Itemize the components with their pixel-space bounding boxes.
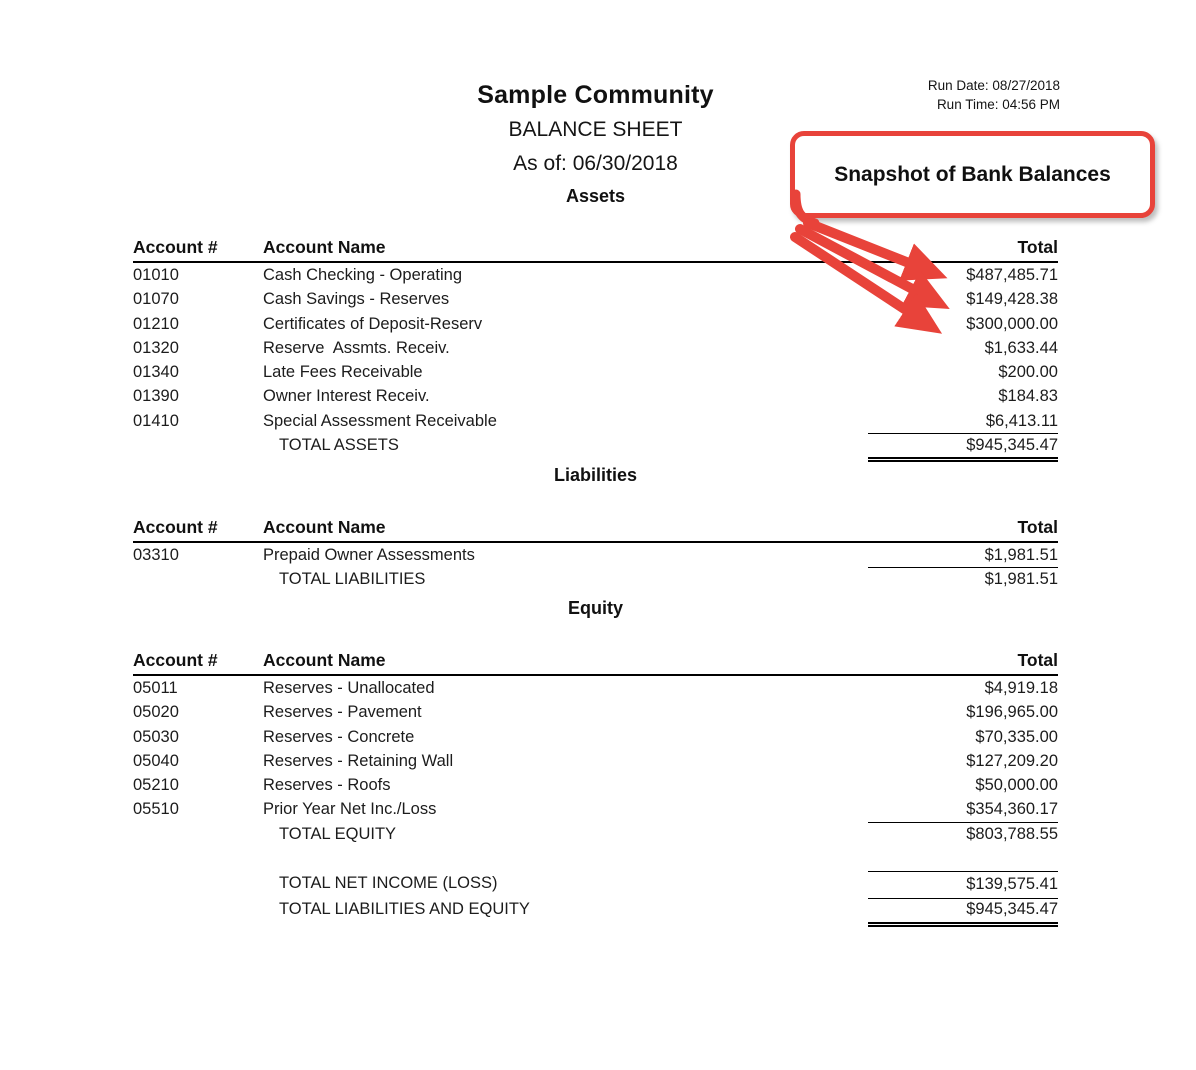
liabilities-table: [133, 517, 1058, 592]
account-name-cell: Reserves - Concrete: [263, 727, 415, 746]
account-total-cell: $127,209.20: [966, 751, 1058, 770]
column-header-account: Account #: [133, 650, 218, 670]
account-name-cell: Reserves - Retaining Wall: [263, 751, 454, 770]
net-income-value: $139,575.41: [868, 871, 1058, 899]
account-number-cell: 01070: [133, 290, 179, 309]
account-name-cell: Cash Savings - Reserves: [263, 290, 450, 309]
column-header-name: Account Name: [263, 237, 386, 257]
run-date: Run Date: 08/27/2018: [927, 78, 1060, 93]
column-header-total: Total: [1017, 237, 1058, 257]
account-number-cell: 05020: [133, 703, 179, 722]
account-total-cell: $354,360.17: [868, 797, 1058, 822]
account-number-cell: 01010: [133, 266, 179, 284]
account-number-cell: 01390: [133, 387, 179, 406]
equity-table: [133, 650, 1058, 846]
account-total-cell: $4,919.18: [984, 679, 1058, 697]
table-row: [133, 287, 1058, 311]
column-header-name: Account Name: [263, 517, 386, 537]
column-header-account: Account #: [133, 517, 218, 537]
account-total-cell: $200.00: [998, 363, 1058, 382]
section-heading-assets: Assets: [565, 186, 626, 206]
account-number-cell: 01410: [133, 411, 179, 430]
as-of-date: As of: 06/30/2018: [513, 152, 678, 175]
account-total-cell: $6,413.11: [868, 409, 1058, 434]
column-header-account: Account #: [133, 237, 218, 257]
table-row: [133, 543, 1058, 567]
column-header-name: Account Name: [263, 650, 386, 670]
section-total-row: [133, 822, 1058, 846]
table-row: [133, 725, 1058, 749]
table-row: [133, 360, 1058, 384]
account-name-cell: Owner Interest Receiv.: [263, 387, 430, 406]
section-total-row: [133, 433, 1058, 457]
account-name-cell: Special Assessment Receivable: [263, 411, 497, 430]
net-income-row: [133, 871, 1058, 897]
section-heading-equity: Equity: [567, 598, 623, 618]
table-row: [133, 384, 1058, 408]
account-number-cell: 01210: [133, 314, 179, 333]
account-number-cell: 01320: [133, 338, 179, 357]
liabilities-equity-label: TOTAL LIABILITIES AND EQUITY: [279, 899, 530, 918]
total-value: $1,981.51: [984, 570, 1058, 589]
account-name-cell: Reserves - Pavement: [263, 703, 422, 722]
liabilities-equity-row: [133, 897, 1058, 923]
liabilities-equity-value: $945,345.47: [868, 897, 1058, 928]
table-header: [133, 237, 1058, 263]
account-name-cell: Reserves - Roofs: [263, 776, 391, 795]
table-header: [133, 517, 1058, 543]
table-row: [133, 312, 1058, 336]
column-header-total: Total: [1017, 517, 1058, 537]
table-row: [133, 797, 1058, 821]
table-row: [133, 336, 1058, 360]
callout-label: Snapshot of Bank Balances: [834, 162, 1111, 186]
table-row: [133, 773, 1058, 797]
account-name-cell: Prepaid Owner Assessments: [263, 546, 475, 564]
account-total-cell: $1,633.44: [984, 338, 1058, 357]
account-name-cell: Reserve Assmts. Receiv.: [263, 338, 450, 357]
column-header-total: Total: [1017, 650, 1058, 670]
account-number-cell: 05030: [133, 727, 179, 746]
account-number-cell: 05510: [133, 800, 179, 819]
account-total-cell: $487,485.71: [966, 266, 1058, 284]
assets-table: [133, 237, 1058, 457]
total-value: $945,345.47: [868, 433, 1058, 462]
total-label: TOTAL EQUITY: [279, 824, 397, 843]
table-row: [133, 700, 1058, 724]
account-number-cell: 03310: [133, 546, 179, 564]
total-label: TOTAL ASSETS: [279, 436, 399, 455]
account-name-cell: Prior Year Net Inc./Loss: [263, 800, 437, 819]
account-name-cell: Cash Checking - Operating: [263, 266, 463, 284]
run-info: [928, 76, 1060, 114]
account-total-cell: $149,428.38: [966, 290, 1058, 309]
account-name-cell: Certificates of Deposit-Reserv: [263, 314, 483, 333]
account-total-cell: $184.83: [998, 387, 1058, 406]
table-row: [133, 676, 1058, 700]
page-title: Sample Community: [477, 81, 714, 109]
account-number-cell: 05011: [133, 679, 178, 697]
table-row: [133, 263, 1058, 287]
total-value: $803,788.55: [966, 824, 1058, 843]
table-header: [133, 650, 1058, 676]
account-number-cell: 05040: [133, 751, 179, 770]
account-name-cell: Late Fees Receivable: [263, 363, 423, 382]
account-total-cell: $50,000.00: [975, 776, 1058, 795]
account-total-cell: $300,000.00: [966, 314, 1058, 333]
summary-block: [133, 871, 1058, 922]
account-name-cell: Reserves - Unallocated: [263, 679, 435, 697]
account-total-cell: $1,981.51: [868, 543, 1058, 568]
section-total-row: [133, 567, 1058, 591]
account-total-cell: $196,965.00: [966, 703, 1058, 722]
account-number-cell: 05210: [133, 776, 179, 795]
table-row: [133, 749, 1058, 773]
section-heading-liabilities: Liabilities: [553, 465, 638, 485]
account-number-cell: 01340: [133, 363, 179, 382]
annotation-callout: [790, 131, 1155, 218]
run-time: Run Time: 04:56 PM: [936, 97, 1060, 112]
table-row: [133, 409, 1058, 433]
account-total-cell: $70,335.00: [975, 727, 1058, 746]
net-income-label: TOTAL NET INCOME (LOSS): [279, 874, 498, 892]
total-label: TOTAL LIABILITIES: [279, 570, 426, 589]
report-type: BALANCE SHEET: [508, 118, 683, 141]
